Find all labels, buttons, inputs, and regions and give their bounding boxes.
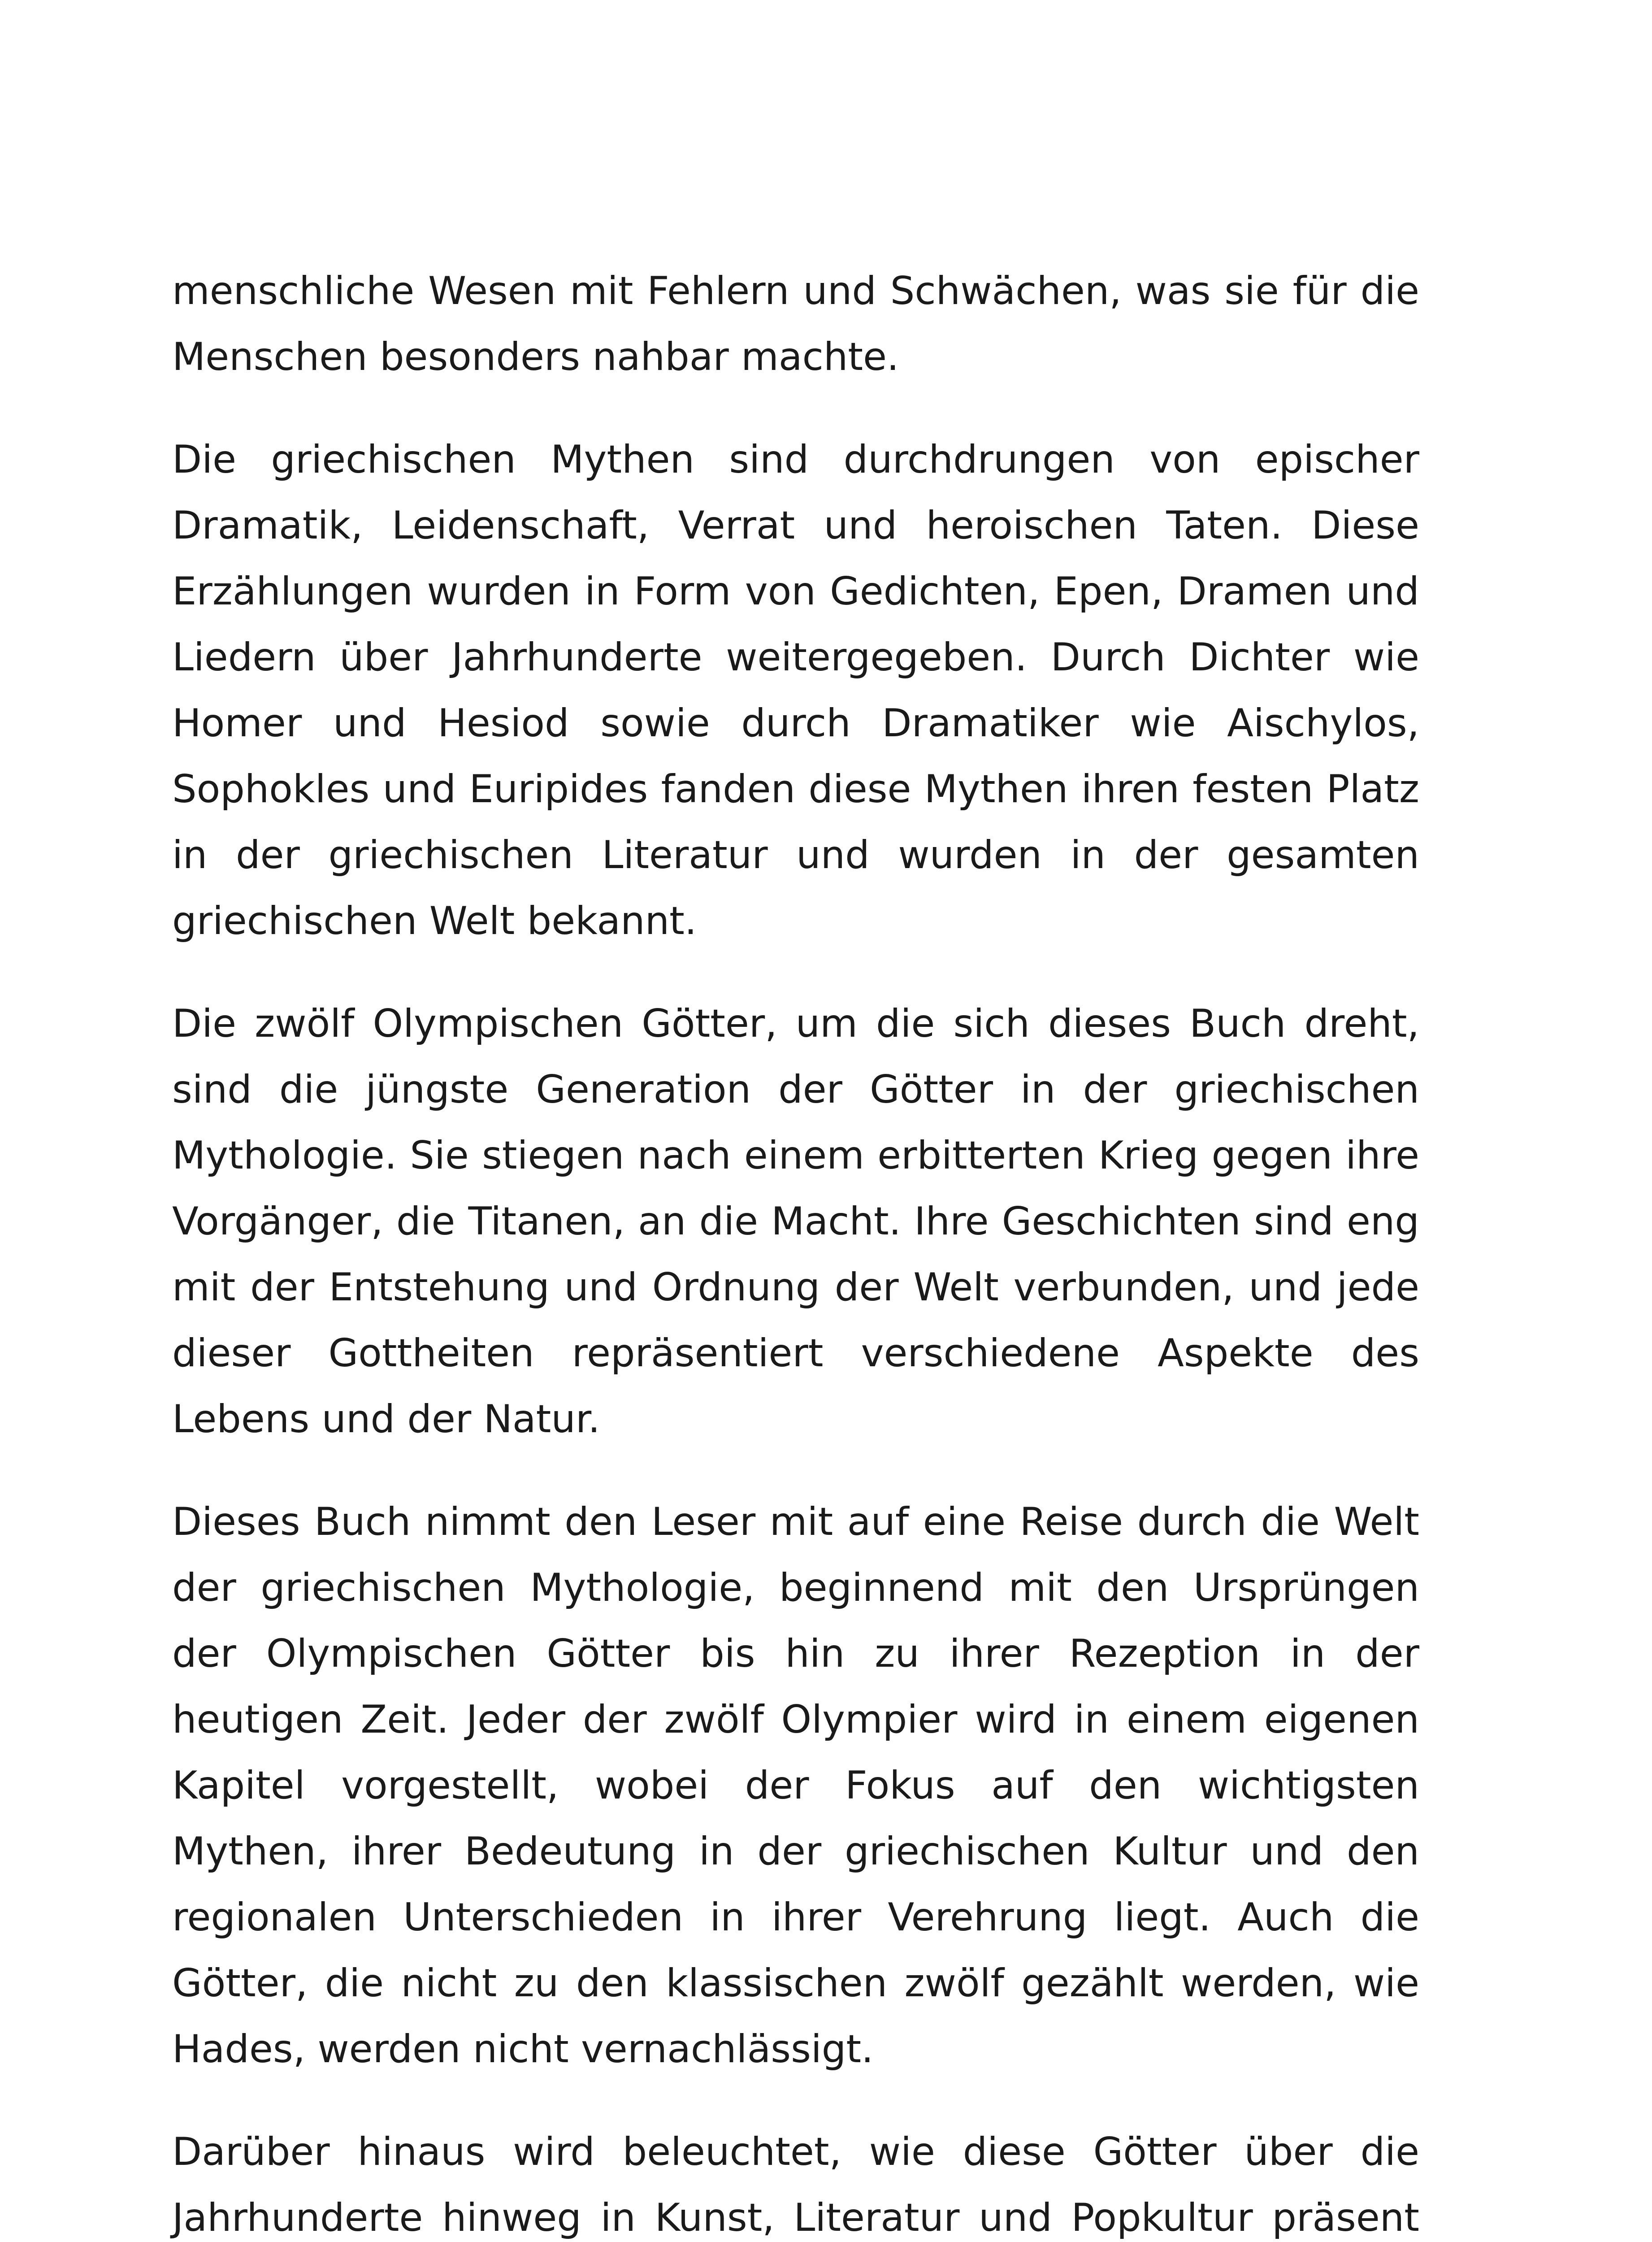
paragraph-3: Die zwölf Olympischen Götter, um die sich dieses Buch dreht, sind die jüngste Generation der Götter in der griechischen Mythologie. Sie stiegen nach einem erbitterten Krieg gegen ihre Vorgänger, die Titanen, an die Macht. Ihre Geschichten sind eng mit der Entstehung und Ordnung der Welt verbunden, und jede dieser Gottheiten repräsentiert verschiedene Aspekte des Lebens und der Natur.	[172, 1001, 1419, 1442]
paragraph-2: Die griechischen Mythen sind durchdrungen von epischer Dramatik, Leidenschaft, Verrat und heroischen Taten. Diese Erzählungen wurden in Form von Gedichten, Epen, Dramen und Liedern über Jahrhunderte weitergegeben. Durch Dichter wie Homer und Hesiod sowie durch Dramatiker wie Aischylos, Sophokles und Euripides fanden diese Mythen ihren festen Platz in der griechischen Literatur und wurden in der gesamten griechischen Welt bekannt.	[172, 437, 1419, 943]
body-text	[172, 258, 1419, 2242]
paragraph-5: Darüber hinaus wird beleuchtet, wie diese Götter über die Jahrhunderte hinweg in Kunst, Literatur und Popkultur präsent	[172, 2129, 1419, 2240]
paragraph-4: Dieses Buch nimmt den Leser mit auf eine Reise durch die Welt der griechischen Mythologie, beginnend mit den Ursprüngen der Olympischen Götter bis hin zu ihrer Rezeption in der heutigen Zeit. Jeder der zwölf Olympier wird in einem eigenen Kapitel vorgestellt, wobei der Fokus auf den wichtigsten Mythen, ihrer Bedeutung in der griechischen Kultur und den regionalen Unterschieden in ihrer Verehrung liegt. Auch die Götter, die nicht zu den klassischen zwölf gezählt werden, wie Hades, werden nicht vernachlässigt.	[172, 1499, 1419, 2072]
paragraph-1: menschliche Wesen mit Fehlern und Schwächen, was sie für die Menschen besonders nahbar machte.	[172, 269, 1419, 379]
